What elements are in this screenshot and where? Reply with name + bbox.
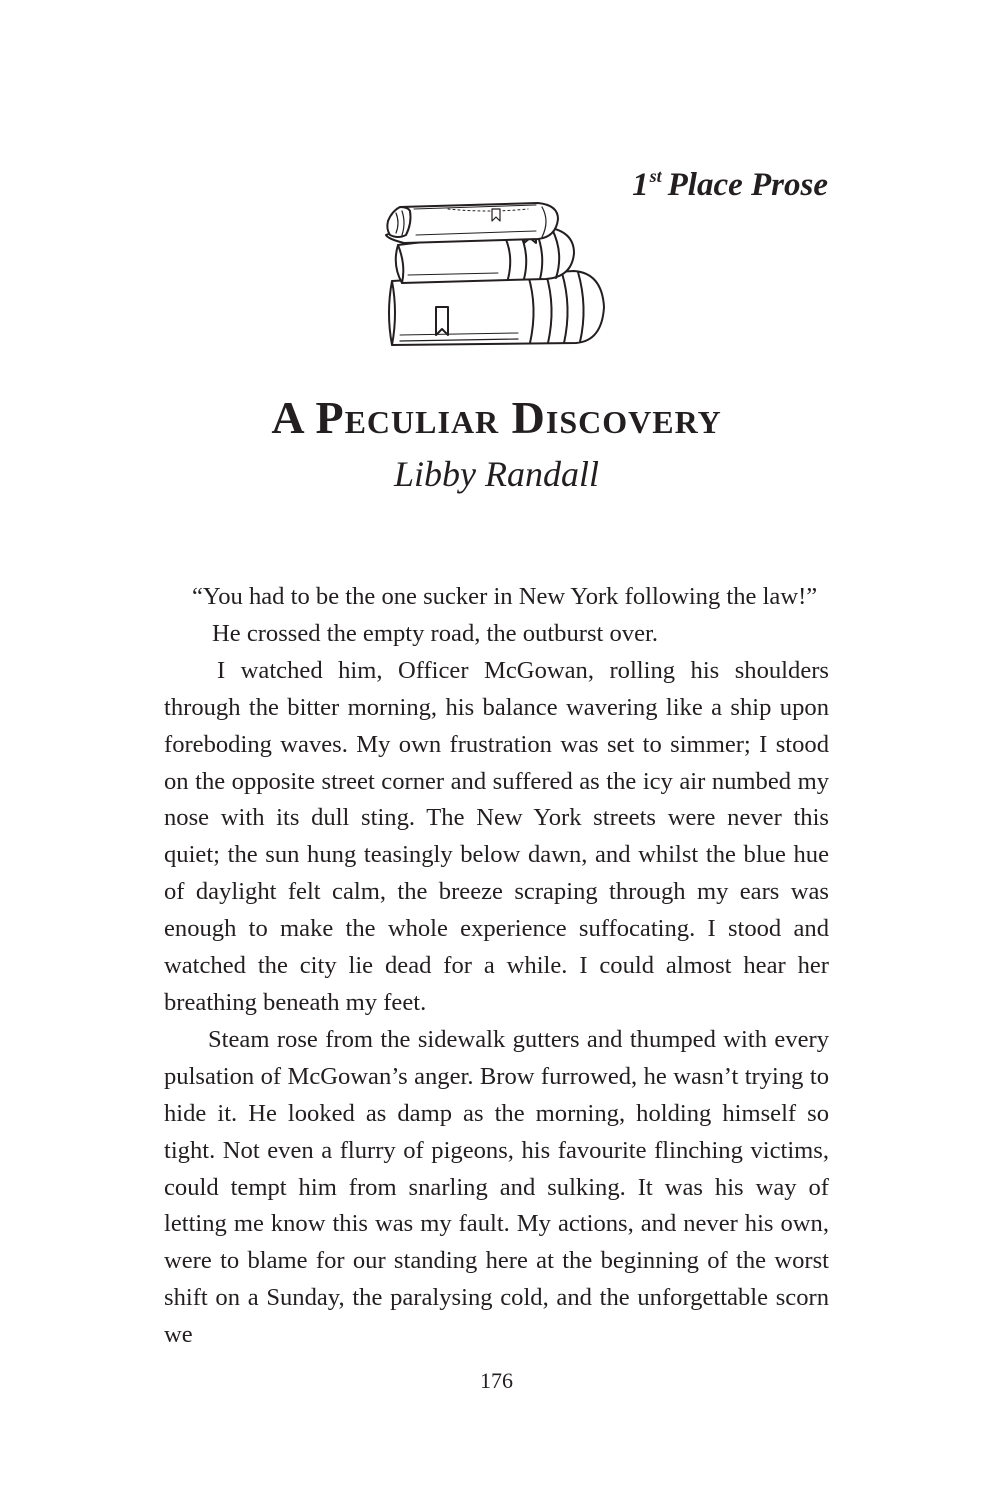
award-heading	[632, 166, 828, 204]
award-ordinal-suffix: st	[649, 166, 662, 186]
story-paragraph: “You had to be the one sucker in New York following the law!”	[192, 583, 818, 610]
story-paragraph: Steam rose from the sidewalk gutters and thumped with every pulsation of McGowan’s anger. Brow furrowed, he wasn’t trying to hide it. He looked as damp as the morning, holding himself so tight. Not even a flurry of pigeons, his favourite flinching victims, could tempt him from snarling and sulking. It was his way of letting me know this was my fault. My actions, and never his own, were to blame for our standing here at the beginning of the worst shift on a Sunday, the paralysing cold, and the unforgettable scorn we	[164, 1025, 829, 1349]
story-paragraph: I watched him, Officer McGowan, rolling his shoulders through the bitter morning, his balance wavering like a ship upon foreboding waves. My own frustration was set to simmer; I stood on the opposite street corner and suffered as the icy air numbed my nose with its dull sting. The New York streets were never this quiet; the sun hung teasingly below dawn, and whilst the blue hue of daylight felt calm, the breeze scraping through my ears was enough to make the whole experience suffocating. I stood and watched the city lie dead for a while. I could almost hear her breathing beneath my feet.	[164, 656, 829, 1016]
story-paragraph: He crossed the empty road, the outburst over.	[212, 619, 658, 647]
story-author: Libby Randall	[394, 454, 599, 494]
stacked-books-icon	[378, 195, 618, 355]
page-number: 176	[480, 1368, 513, 1393]
story-title: A Peculiar Discovery	[271, 392, 722, 443]
award-text: Place Prose	[667, 167, 828, 203]
award-number: 1	[632, 167, 649, 203]
story-body	[164, 579, 829, 1354]
